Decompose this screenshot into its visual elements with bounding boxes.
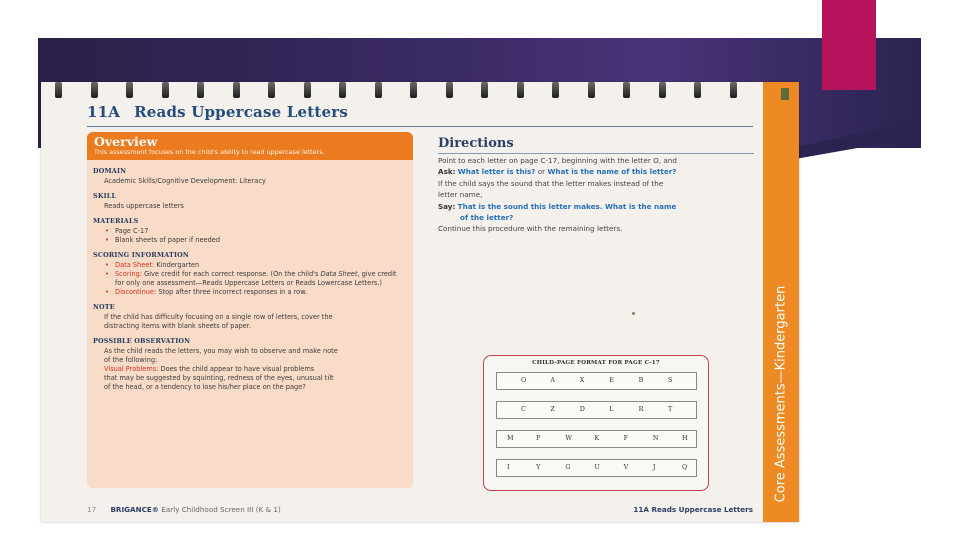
letter-cell: M	[507, 434, 514, 442]
visual-problems	[93, 365, 405, 374]
letter-cell: K	[594, 434, 600, 442]
photographed-page	[41, 82, 799, 522]
ask-question: What letter is this?	[457, 167, 536, 177]
letter-cell: A	[550, 376, 556, 384]
binding-ring	[446, 82, 453, 98]
letter-cell: Q	[682, 463, 688, 471]
note-text: If the child has difficulty focusing on a single row of letters, cover the	[104, 313, 333, 321]
letter-row	[496, 459, 697, 477]
observation-text: of the following:	[104, 356, 158, 364]
say-label: Say:	[438, 201, 456, 211]
scoring-text: Reads Lowercase Letters.)	[295, 279, 383, 287]
slide-accent-block	[822, 0, 876, 90]
binding-ring	[552, 82, 559, 98]
footer-page-number: 17	[87, 505, 97, 514]
scoring-item-label: Scoring:	[115, 270, 142, 278]
letter-cell: D	[579, 405, 585, 413]
binding-ring	[623, 82, 630, 98]
binding-ring	[162, 82, 169, 98]
binding-ring	[268, 82, 275, 98]
ask-question: What is the name of this letter?	[547, 167, 677, 177]
letter-cell: O	[521, 376, 527, 384]
scoring-text: Give credit for each correct response. (On the child's	[144, 270, 319, 278]
discontinue-item	[93, 288, 405, 297]
overview-body	[87, 160, 413, 392]
domain-label: DOMAIN	[93, 167, 127, 175]
discontinue-text: Stop after three incorrect responses in a row.	[158, 288, 308, 296]
letter-row	[496, 401, 697, 419]
binding-ring	[694, 82, 701, 98]
letter-row	[496, 430, 697, 448]
data-sheet-text: Kindergarten	[156, 261, 200, 269]
overview-intro: This assessment focuses on the child's ability to read uppercase letters.	[94, 148, 325, 156]
page-title-text: Reads Uppercase Letters	[134, 103, 349, 121]
binding-ring	[339, 82, 346, 98]
page-footer	[87, 505, 753, 514]
letter-cell: T	[668, 405, 673, 413]
binding-ring	[730, 82, 737, 98]
directions-heading: Directions	[438, 136, 514, 151]
directions-body	[438, 156, 758, 236]
letter-cell: L	[609, 405, 614, 413]
note-text: distracting items with blank sheets of paper.	[104, 322, 251, 330]
letter-cell: Y	[536, 463, 541, 471]
letter-cell: V	[623, 463, 629, 471]
binding-ring	[126, 82, 133, 98]
skill-label: SKILL	[93, 192, 117, 200]
binding-ring	[304, 82, 311, 98]
letter-cell: B	[638, 376, 644, 384]
data-sheet-label: Data Sheet:	[115, 261, 155, 269]
ask-label: Ask:	[438, 167, 456, 177]
say-text: That is the sound this letter makes. What is the name	[457, 201, 677, 211]
observation-label: POSSIBLE OBSERVATION	[93, 337, 191, 345]
scoring-text-italic: or	[286, 279, 294, 287]
letter-cell: I	[507, 463, 510, 471]
discontinue-label: Discontinue:	[115, 288, 157, 296]
letter-cell: S	[668, 376, 673, 384]
letter-cell: N	[652, 434, 659, 442]
binding-ring	[410, 82, 417, 98]
visual-label: Visual Problems:	[104, 365, 159, 373]
letter-cell: P	[536, 434, 541, 442]
letter-cell: J	[652, 463, 656, 471]
say-text: of the letter?	[460, 213, 514, 223]
letter-cell: W	[565, 434, 572, 442]
letter-cell: X	[579, 376, 585, 384]
title-divider	[87, 126, 753, 127]
letter-cell: F	[623, 434, 629, 442]
say-line-cont	[438, 213, 758, 223]
scoring-item	[93, 270, 405, 288]
visual-text: of the head, or a tendency to lose his/her place on the page?	[104, 383, 306, 391]
scoring-label: SCORING INFORMATION	[93, 251, 189, 259]
paper-speck	[632, 312, 635, 315]
overview-panel	[87, 132, 413, 488]
tab-marker	[781, 88, 789, 100]
binding-ring	[91, 82, 98, 98]
directions-text: If the child says the sound that the letter makes instead of the	[438, 178, 664, 188]
scoring-text-italic: Data Sheet	[320, 270, 358, 278]
side-tab-label: Core Assessments—Kindergarten	[773, 285, 789, 503]
skill-text: Reads uppercase letters	[104, 202, 184, 210]
letter-row	[496, 372, 697, 390]
visual-text: that may be suggested by squinting, redness of the eyes, unusual tilt	[104, 374, 334, 382]
letter-cell: G	[565, 463, 571, 471]
observation-text: As the child reads the letters, you may wish to observe and make note	[104, 347, 338, 355]
child-page-format-title: CHILD-PAGE FORMAT FOR PAGE C-17	[532, 360, 660, 366]
binding-ring	[375, 82, 382, 98]
binding-ring	[233, 82, 240, 98]
overview-header	[87, 132, 413, 160]
page-title	[87, 103, 348, 121]
child-page-format-box	[483, 355, 709, 491]
data-sheet-item	[93, 261, 405, 270]
binding-ring	[517, 82, 524, 98]
binding-ring	[588, 82, 595, 98]
letter-cell: E	[609, 376, 614, 384]
overview-heading: Overview	[94, 134, 158, 149]
binding-ring	[659, 82, 666, 98]
domain-text: Academic Skills/Cognitive Development: Literacy	[104, 177, 266, 185]
scoring-text: , give credit for only one assessment—Reads Uppercase Letters	[115, 270, 397, 287]
footer-brand-rest: Early Childhood Screen III (K & 1)	[161, 505, 281, 514]
materials-item: • Page C-17	[93, 227, 405, 236]
side-tab	[763, 82, 799, 522]
say-line	[438, 202, 758, 212]
ask-or: or	[537, 167, 546, 177]
visual-text: Does the child appear to have visual problems	[160, 365, 315, 373]
directions-divider	[438, 153, 754, 154]
footer-brand: BRIGANCE®	[110, 505, 159, 514]
letter-cell: C	[521, 405, 526, 413]
letter-cell: R	[638, 405, 644, 413]
binding-ring	[55, 82, 62, 98]
directions-text: Point to each letter on page C-17, beginning with the letter O, and	[438, 156, 677, 165]
materials-item: • Blank sheets of paper if needed	[93, 236, 405, 245]
page-title-number: 11A	[87, 103, 121, 121]
ask-line	[438, 167, 758, 177]
letter-cell: U	[594, 463, 600, 471]
spiral-binding	[41, 82, 799, 102]
footer-section-label	[633, 505, 753, 514]
directions-text: letter name,	[438, 190, 483, 200]
binding-ring	[197, 82, 204, 98]
materials-label: MATERIALS	[93, 217, 139, 225]
note-label: NOTE	[93, 303, 115, 311]
binding-ring	[481, 82, 488, 98]
footer-section-text: 11A Reads Uppercase Letters	[633, 505, 753, 514]
letter-cell: H	[682, 434, 688, 442]
letter-cell: Z	[550, 405, 555, 413]
directions-text: Continue this procedure with the remaining letters.	[438, 224, 623, 234]
